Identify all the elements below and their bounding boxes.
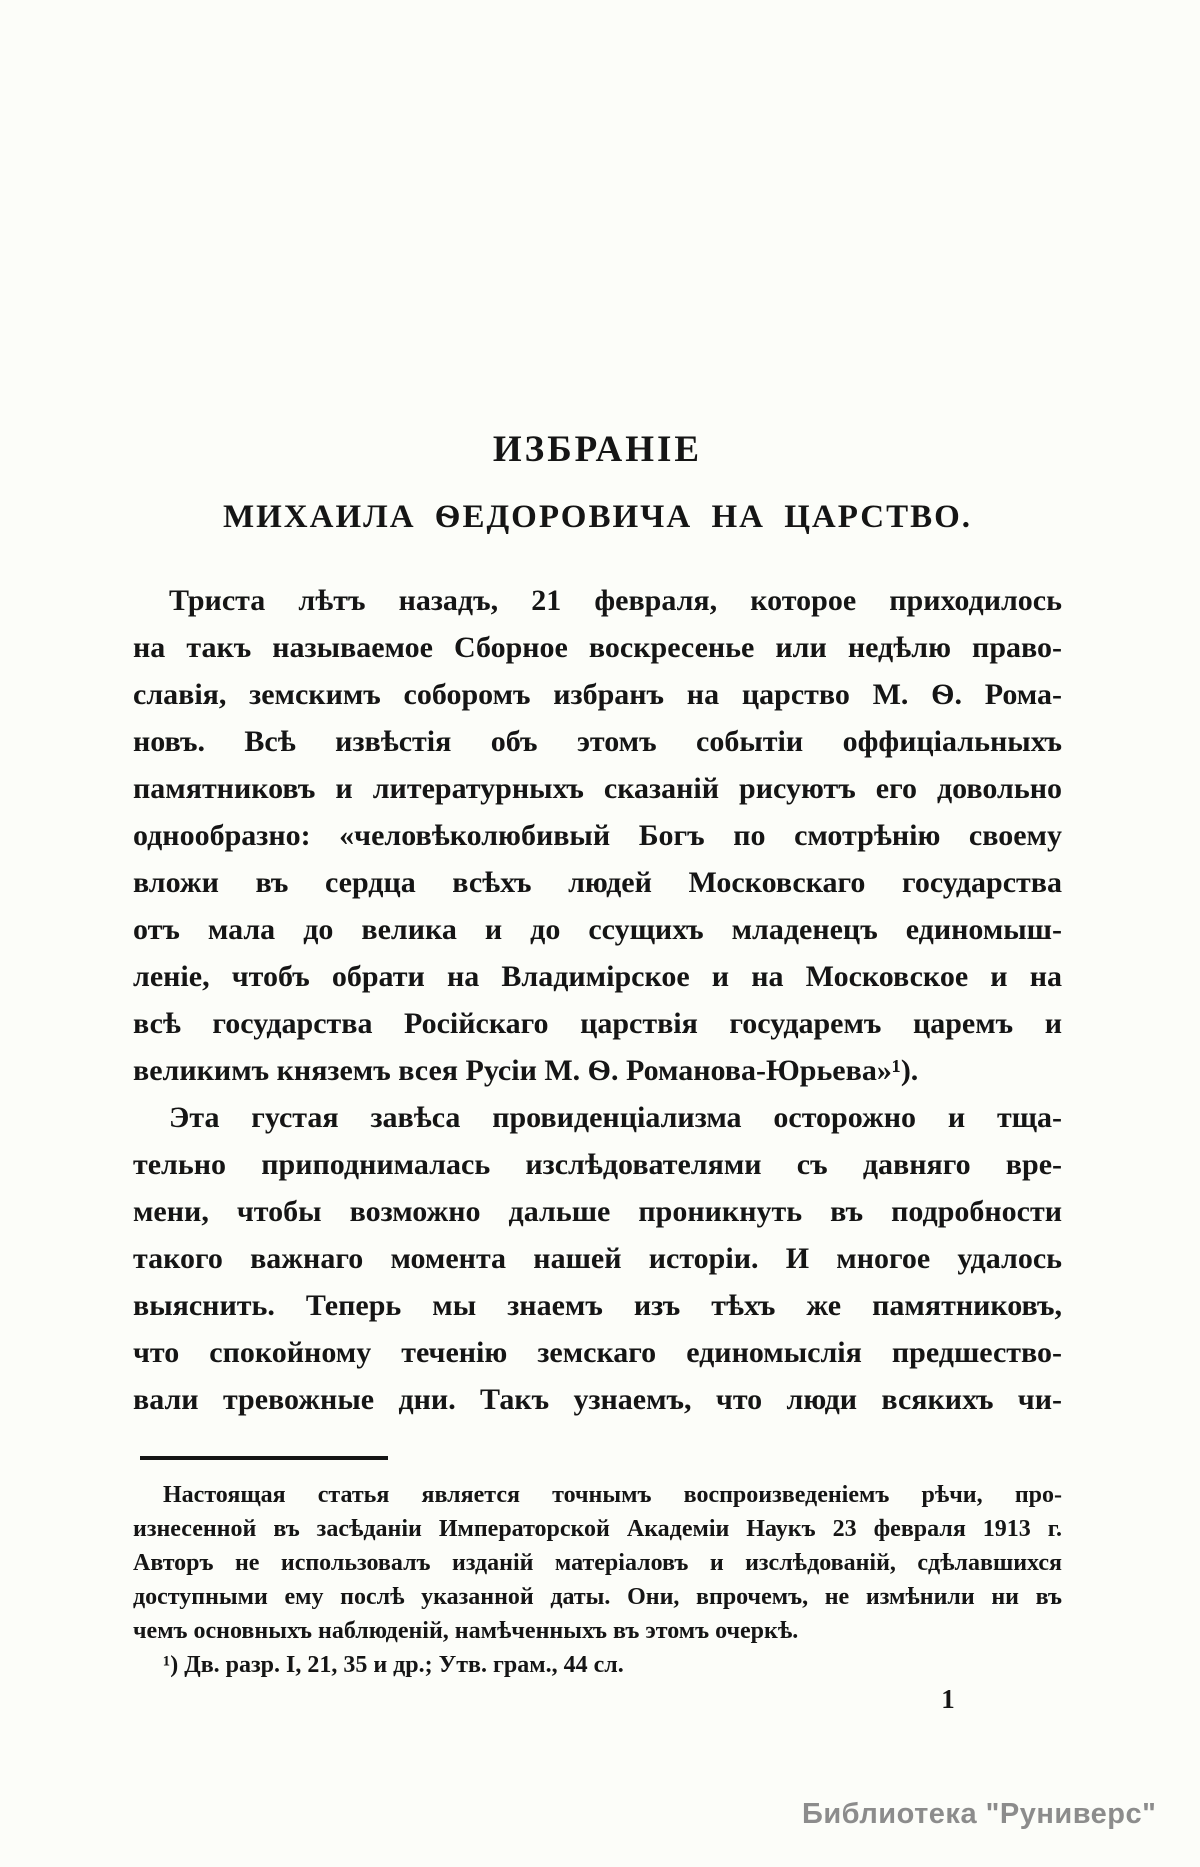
text-line: мени, чтобы возможно дальше проникнуть въ подробности <box>133 1195 1062 1228</box>
text-line: Авторъ не использовалъ изданій матеріаловъ и изслѣдованій, сдѣлавшихся <box>133 1550 1062 1576</box>
text-line: великимъ княземъ всея Русіи М. Ѳ. Романова-Юрьева»¹). <box>133 1054 919 1087</box>
text-line: такого важнаго момента нашей исторіи. И многое удалось <box>133 1242 1062 1275</box>
text-line: леніе, чтобъ обрати на Владимірское и на Московское и на <box>133 960 1062 993</box>
text-line: славія, земскимъ соборомъ избранъ на царство М. Ѳ. Рома- <box>133 678 1062 711</box>
text-line: чемъ основныхъ наблюденій, намѣченныхъ въ этомъ очеркѣ. <box>133 1618 799 1644</box>
text-line: новъ. Всѣ извѣстія объ этомъ событіи оффиціальныхъ <box>133 725 1062 758</box>
text-line: Эта густая завѣса провиденціализма осторожно и тща- <box>169 1101 1062 1134</box>
library-watermark: Библиотека "Руниверс" <box>802 1798 1157 1830</box>
text-line: Настоящая статья является точнымъ воспроизведеніемъ рѣчи, про- <box>163 1482 1062 1508</box>
text-line: Триста лѣтъ назадъ, 21 февраля, которое приходилось <box>169 584 1062 617</box>
text-line: выяснить. Теперь мы знаемъ изъ тѣхъ же памятниковъ, <box>133 1289 1062 1322</box>
text-line: изнесенной въ засѣданіи Императорской Академіи Наукъ 23 февраля 1913 г. <box>133 1516 1062 1542</box>
text-line: вложи въ сердца всѣхъ людей Московскаго государства <box>133 866 1062 899</box>
text-line: на такъ называемое Сборное воскресенье или недѣлю право- <box>133 631 1062 664</box>
text-line: доступными ему послѣ указанной даты. Они, впрочемъ, не измѣнили ни въ <box>133 1584 1062 1610</box>
text-line: памятниковъ и литературныхъ сказаній рисуютъ его довольно <box>133 772 1062 805</box>
body-text <box>133 577 1062 1423</box>
text-line: вали тревожные дни. Такъ узнаемъ, что люди всякихъ чи- <box>133 1383 1062 1416</box>
page-number: 1 <box>941 1684 955 1714</box>
page-title: ИЗБРАНІЕ <box>492 429 703 470</box>
text-line: что спокойному теченію земскаго единомыслія предшество- <box>133 1336 1062 1369</box>
text-line: ¹) Дв. разр. I, 21, 35 и др.; Утв. грам., 44 сл. <box>163 1652 624 1678</box>
text-line: тельно приподнималась изслѣдователями съ давняго вре- <box>133 1148 1062 1181</box>
text-line: однообразно: «человѣколюбивый Богъ по смотрѣнію своему <box>133 819 1062 852</box>
page-subtitle: МИХАИЛА ѲЕДОРОВИЧА НА ЦАРСТВО. <box>222 499 973 535</box>
text-line: всѣ государства Російскаго царствія государемъ царемъ и <box>133 1007 1062 1040</box>
text-line: отъ мала до велика и до ссущихъ младенецъ единомыш- <box>133 913 1062 946</box>
footnotes-block <box>133 1478 1062 1682</box>
footnote-separator-rule <box>140 1456 388 1460</box>
